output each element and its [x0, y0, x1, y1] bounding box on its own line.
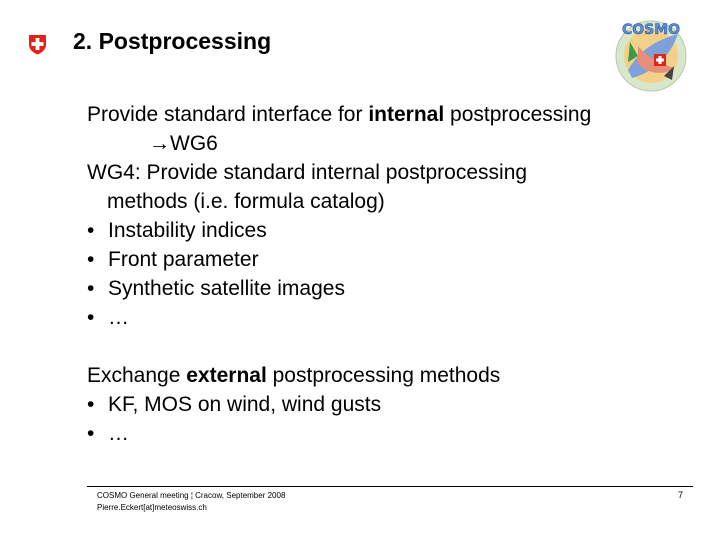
list-item — [87, 274, 687, 303]
arrow-target: WG6 — [170, 132, 218, 155]
bullet-icon: • — [87, 277, 95, 300]
list-item — [87, 245, 687, 274]
footer-divider — [87, 486, 693, 487]
text-run: Exchange — [87, 364, 187, 387]
list-item-text: Front parameter — [108, 248, 259, 271]
text-line: WG4: Provide standard internal postprocessing — [87, 161, 528, 184]
footer-email: Pierre.Eckert[at]meteoswiss.ch — [97, 503, 207, 512]
cosmo-logo — [612, 12, 690, 96]
bullet-icon: • — [87, 219, 95, 242]
list-item-text: KF, MOS on wind, wind gusts — [108, 393, 382, 416]
list-item-text: Instability indices — [108, 219, 267, 242]
list-item — [87, 216, 687, 245]
bullet-icon: • — [87, 422, 95, 445]
text-line-continued: methods (i.e. formula catalog) — [107, 190, 385, 213]
list-item — [87, 390, 687, 419]
list-item-text: … — [108, 422, 129, 445]
text-run: postprocessing — [444, 103, 592, 126]
emphasis-internal: internal — [368, 103, 445, 126]
bullet-icon: • — [87, 248, 95, 271]
text-run: postprocessing methods — [266, 364, 501, 387]
text-line — [87, 361, 687, 390]
arrow-line — [87, 129, 687, 158]
slide-title: 2. Postprocessing — [73, 28, 272, 54]
bullet-icon: • — [87, 393, 95, 416]
list-item-text: … — [108, 306, 129, 329]
footer-meeting: COSMO General meeting ¦ Cracow, September 2008 — [97, 491, 286, 500]
text-run: Provide standard interface for — [87, 103, 369, 126]
list-item-text: Synthetic satellite images — [108, 277, 345, 300]
cosmo-logo-text: COSMO — [621, 22, 681, 38]
list-item — [87, 303, 687, 332]
page-number: 7 — [678, 490, 684, 500]
text-line — [87, 100, 687, 129]
swiss-coat-of-arms-icon — [28, 34, 47, 55]
slide-body — [87, 100, 687, 448]
bullet-icon: • — [87, 306, 95, 329]
arrow-right-icon: → — [149, 132, 170, 155]
footer — [97, 490, 285, 514]
emphasis-external: external — [186, 364, 267, 387]
list-item — [87, 419, 687, 448]
spacer — [87, 332, 687, 361]
